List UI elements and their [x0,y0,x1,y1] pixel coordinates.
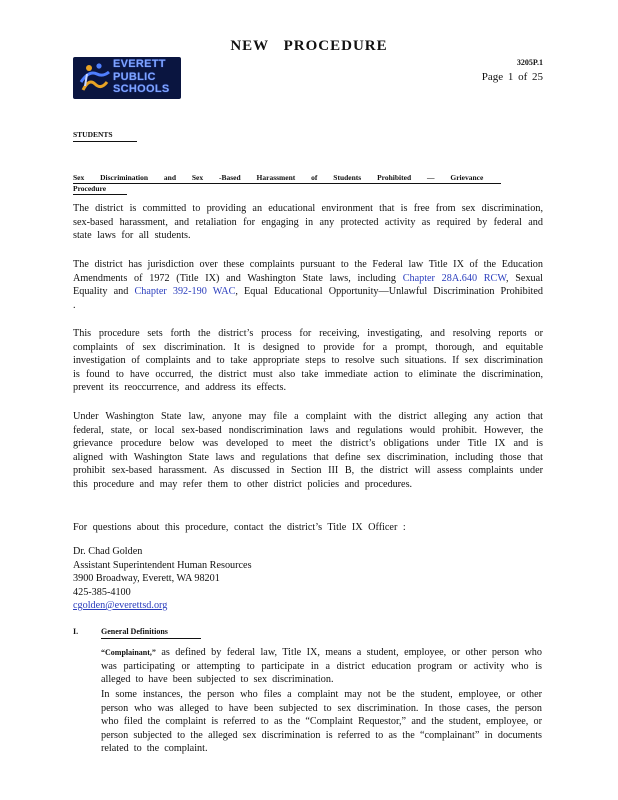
section-heading: STUDENTS [73,130,113,139]
jurisdiction-text-c: , Equal Educational Opportunity—Unlawful Discrimination Prohibited . [73,286,543,311]
complaint-requestor-paragraph: In some instances, the person who files a complaint may not be the student, employee, or other person who was alleged to have been subjected to sex discrimination. In those cases, the person who filed the complaint is referred to as the “Complaint Requestor,” and the student, employee, or person subjected to the alleged sex discrimination is referred to as the “complainant” in documents related to the complaint. [101,689,542,754]
contact-name: Dr. Chad Golden [73,546,143,557]
jurisdiction-paragraph [73,258,543,312]
complainant-definition [101,646,542,687]
procedure-subject [73,172,501,194]
subject-text: Sex Discrimination and Sex -Based Harassment of Students Prohibited — Grievance Procedure [73,173,484,193]
swoosh-figures-icon [77,60,113,96]
page-indicator: Page 1 of 25 [481,71,543,83]
contact-email-link[interactable]: cgolden@everettsd.org [73,600,168,611]
contact-phone: 425-385-4100 [73,586,131,598]
wac-link[interactable]: Chapter 392-190 WAC [134,286,236,298]
definitions-heading [73,627,168,636]
policy-number: 3205P.1 [516,58,543,67]
intro-paragraph: The district is committed to providing an educational environment that is free from sex discrimination, sex-based harassment, and retaliation for engaging in any protected activity as required by federal and state laws for all students. [73,203,543,242]
defined-term: “Complainant,” [101,648,156,657]
contact-intro: For questions about this procedure, contact the district’s Title IX Officer : [73,522,406,533]
rcw-link[interactable]: Chapter 28A.640 RCW [402,272,507,284]
purpose-paragraph: This procedure sets forth the district’s process for receiving, investigating, and resolving reports or complaints of sex discrimination. It is designed to provide for a prompt, thorough, and equitable investigation of complaints and to take appropriate steps to resolve such situations. If sex discrimination is found to have occurred, the district must also take immediate action to eliminate the discrimination, prevent its reoccurrence, and address its effects. [73,328,543,394]
state-law-paragraph: Under Washington State law, anyone may file a complaint with the district alleging any action that federal, state, or local sex-based nondiscrimination laws and regulations would prohibit. However, the grievance procedure below was developed to meet the district’s obligations under Title IX and is aligned with Washington State laws and regulations that define sex discrimination, including those that prohibit sex-based harassment. As discussed in Section III B, the district will assess complaints under this procedure and may refer them to other district policies and procedures. [73,411,543,490]
jurisdiction-text-a: The district has jurisdiction over these complaints pursuant to the Federal law Title IX of the Education Amendments of 1972 (Title IX) and Washington State laws, including [73,259,543,284]
contact-address: 3900 Broadway, Everett, WA 98201 [73,573,220,584]
contact-title: Assistant Superintendent Human Resources [73,559,252,571]
definitions-label: General Definitions [101,627,168,636]
everett-public-schools-logo [73,57,181,99]
contact-block [73,545,252,613]
logo-line-2: PUBLIC [113,70,156,83]
logo-line-3: SCHOOLS [113,83,170,95]
definition-text: as defined by federal law, Title IX, means a student, employee, or other person who was participating or attempting to participate in a district education program or activity who is alleged to have been subjected to sex discrimination. [101,647,542,685]
document-title: NEW PROCEDURE [230,38,388,54]
logo-line-1: EVERETT [113,58,166,70]
section-number: I. [73,627,79,636]
jurisdiction-text-b: , Sexual Equality and [73,272,543,298]
